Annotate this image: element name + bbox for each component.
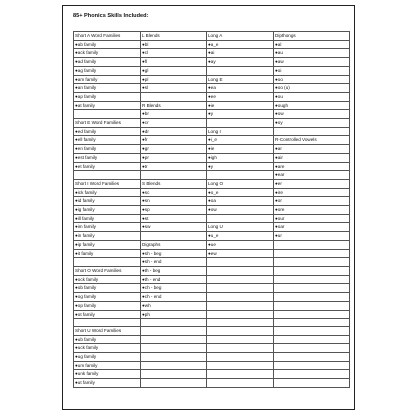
table-row	[74, 110, 350, 119]
table-cell: ●ee	[207, 92, 274, 101]
table-cell: ●ie	[207, 101, 274, 110]
table-cell: ●bl	[141, 40, 207, 49]
table-cell	[207, 171, 274, 180]
table-cell: ●oar	[274, 223, 350, 232]
table-row	[74, 353, 350, 362]
table-row	[74, 293, 350, 302]
table-cell	[274, 249, 350, 258]
table-cell: ●or	[274, 197, 350, 206]
table-cell	[141, 319, 207, 327]
table-cell: ●th - end	[141, 275, 207, 284]
page-title: 85+ Phonics Skills Included:	[73, 13, 149, 19]
table-cell: R-Controlled Vowels	[274, 136, 350, 145]
table-cell	[207, 275, 274, 284]
table-cell: ●ut family	[74, 379, 141, 388]
table-cell	[274, 266, 350, 275]
table-cell	[207, 119, 274, 128]
table-cell: ●ap family	[74, 92, 141, 101]
table-cell: ●oa	[207, 197, 274, 206]
table-cell: ●op family	[74, 301, 141, 310]
table-cell: ●er	[274, 179, 350, 188]
table-cell: ●en family	[74, 145, 141, 154]
table-cell: ●au	[274, 49, 350, 58]
table-cell: ●pl	[141, 75, 207, 84]
table-cell: Long I	[207, 127, 274, 136]
table-cell: Short E Word Families	[74, 119, 141, 128]
phonics-skills-table	[73, 31, 350, 388]
table-cell: ●cl	[141, 49, 207, 58]
table-cell	[274, 326, 350, 335]
table-cell: ●sn	[141, 197, 207, 206]
table-cell: Long E	[207, 75, 274, 84]
table-cell	[207, 301, 274, 310]
table-cell: Short A Word Families	[74, 32, 141, 41]
table-cell: ●ch - end	[141, 293, 207, 302]
table-cell: ●o_e	[207, 188, 274, 197]
table-cell: ●tr	[141, 162, 207, 171]
table-cell	[274, 258, 350, 267]
table-cell	[74, 319, 141, 327]
table-cell: ●ai	[207, 49, 274, 58]
table-cell: ●im family	[74, 223, 141, 232]
table-cell	[207, 266, 274, 275]
table-cell	[141, 353, 207, 362]
table-cell: ●ot family	[74, 310, 141, 319]
table-cell: Digraphs	[141, 240, 207, 249]
table-cell	[274, 361, 350, 370]
table-row	[74, 240, 350, 249]
table-cell	[141, 326, 207, 335]
table-cell: ●pr	[141, 153, 207, 162]
table-cell	[274, 370, 350, 379]
table-row	[74, 32, 350, 41]
table-cell	[274, 127, 350, 136]
table-row	[74, 266, 350, 275]
table-cell: ●al	[274, 40, 350, 49]
table-row	[74, 84, 350, 93]
table-cell: ●um family	[74, 361, 141, 370]
table-cell	[207, 344, 274, 353]
table-cell: ●oo (u)	[274, 84, 350, 93]
table-cell: ●sh - end	[141, 258, 207, 267]
table-cell: ●wh	[141, 301, 207, 310]
table-cell: ●oo	[274, 75, 350, 84]
table-cell	[207, 214, 274, 223]
table-row	[74, 335, 350, 344]
table-cell	[207, 361, 274, 370]
table-cell: ●air	[274, 153, 350, 162]
table-cell: Long A	[207, 32, 274, 41]
table-cell: ●ell family	[74, 136, 141, 145]
table-row	[74, 171, 350, 180]
table-cell: ●am family	[74, 75, 141, 84]
table-row	[74, 223, 350, 232]
table-cell	[207, 326, 274, 335]
table-cell: ●gr	[141, 145, 207, 154]
table-cell: ●ea	[207, 84, 274, 93]
table-row	[74, 326, 350, 335]
table-cell: ●ob family	[74, 284, 141, 293]
worksheet-page	[62, 5, 355, 410]
table-cell: Dipthongs	[274, 32, 350, 41]
table-cell: ●sw	[141, 223, 207, 232]
table-row	[74, 301, 350, 310]
table-cell: ●ire	[274, 188, 350, 197]
table-cell: ●sl	[141, 84, 207, 93]
table-cell: ●ough	[274, 101, 350, 110]
table-cell	[207, 284, 274, 293]
table-cell: ●sp	[141, 206, 207, 215]
table-row	[74, 319, 350, 327]
table-cell	[141, 92, 207, 101]
table-cell: ●dr	[141, 127, 207, 136]
table-cell: Short U Word Families	[74, 326, 141, 335]
table-cell: ●sc	[141, 188, 207, 197]
table-cell: ●ow	[207, 206, 274, 215]
table-cell: ●fr	[141, 136, 207, 145]
table-row	[74, 136, 350, 145]
table-cell: ●fl	[141, 58, 207, 67]
table-cell: ●est family	[74, 153, 141, 162]
table-cell: L Blends	[141, 32, 207, 41]
table-row	[74, 153, 350, 162]
table-cell: Long O	[207, 179, 274, 188]
table-cell: ●ch - beg	[141, 284, 207, 293]
table-cell	[141, 344, 207, 353]
table-row	[74, 258, 350, 267]
table-row	[74, 49, 350, 58]
table-cell: ●et family	[74, 162, 141, 171]
table-cell: ●ew	[207, 249, 274, 258]
table-cell: ●ow	[274, 110, 350, 119]
table-row	[74, 40, 350, 49]
table-row	[74, 284, 350, 293]
table-cell	[274, 284, 350, 293]
table-cell: ●a_e	[207, 40, 274, 49]
table-cell	[207, 66, 274, 75]
table-cell	[274, 335, 350, 344]
table-row	[74, 127, 350, 136]
table-cell	[274, 240, 350, 249]
table-cell: ●aw	[274, 58, 350, 67]
table-cell: ●uck family	[74, 344, 141, 353]
table-row	[74, 179, 350, 188]
table-row	[74, 206, 350, 215]
table-cell: ●ad family	[74, 58, 141, 67]
table-cell: ●ip family	[74, 240, 141, 249]
table-cell: ●ou	[274, 92, 350, 101]
table-cell	[141, 171, 207, 180]
table-cell	[207, 293, 274, 302]
table-row	[74, 119, 350, 128]
table-cell: Short O Word Families	[74, 266, 141, 275]
table-cell: ●in family	[74, 232, 141, 241]
table-row	[74, 370, 350, 379]
table-cell	[274, 301, 350, 310]
table-cell	[141, 232, 207, 241]
table-row	[74, 379, 350, 388]
table-row	[74, 310, 350, 319]
table-cell	[207, 335, 274, 344]
table-cell: ●y	[207, 162, 274, 171]
table-cell	[207, 310, 274, 319]
table-cell: ●it family	[74, 249, 141, 258]
table-row	[74, 145, 350, 154]
table-cell	[141, 335, 207, 344]
table-cell: ●ur	[274, 232, 350, 241]
table-row	[74, 275, 350, 284]
table-cell: ●y	[207, 110, 274, 119]
table-cell	[207, 353, 274, 362]
table-row	[74, 162, 350, 171]
table-cell: ●unk family	[74, 370, 141, 379]
table-cell: ●ear	[274, 171, 350, 180]
table-cell: ●are	[274, 162, 350, 171]
table-cell: ●ick family	[74, 188, 141, 197]
table-cell	[274, 379, 350, 388]
table-cell: ●at family	[74, 101, 141, 110]
table-row	[74, 361, 350, 370]
table-cell: ●ph	[141, 310, 207, 319]
table-cell: ●sh - beg	[141, 249, 207, 258]
table-cell: R Blends	[141, 101, 207, 110]
table-row	[74, 197, 350, 206]
table-cell	[207, 370, 274, 379]
table-row	[74, 344, 350, 353]
table-cell: ●ed family	[74, 127, 141, 136]
table-cell	[74, 110, 141, 119]
table-row	[74, 249, 350, 258]
table-cell	[274, 275, 350, 284]
table-row	[74, 188, 350, 197]
table-cell: ●id family	[74, 197, 141, 206]
table-cell: ●br	[141, 110, 207, 119]
table-cell: ●ig family	[74, 206, 141, 215]
table-cell: Short I Word Families	[74, 179, 141, 188]
table-cell: ●ug family	[74, 353, 141, 362]
table-cell: ●oy	[274, 119, 350, 128]
table-cell: ●st	[141, 214, 207, 223]
table-row	[74, 214, 350, 223]
table-cell	[207, 319, 274, 327]
table-cell	[274, 344, 350, 353]
table-cell: ●og family	[74, 293, 141, 302]
table-cell: ●ill family	[74, 214, 141, 223]
table-cell	[274, 293, 350, 302]
table-cell	[141, 370, 207, 379]
table-row	[74, 58, 350, 67]
table-cell	[141, 379, 207, 388]
table-row	[74, 75, 350, 84]
table-cell: Long U	[207, 223, 274, 232]
table-cell	[74, 171, 141, 180]
table-cell: ●ay	[207, 58, 274, 67]
table-cell	[207, 379, 274, 388]
table-cell: ●ub family	[74, 335, 141, 344]
table-row	[74, 232, 350, 241]
table-cell: ●ack family	[74, 49, 141, 58]
table-cell	[274, 353, 350, 362]
table-cell: ●our	[274, 214, 350, 223]
table-cell: ●ag family	[74, 66, 141, 75]
table-cell	[274, 310, 350, 319]
table-cell	[74, 258, 141, 267]
table-cell: ●u_e	[207, 232, 274, 241]
table-cell: ●cr	[141, 119, 207, 128]
table-cell: ●gl	[141, 66, 207, 75]
table-cell: ●ar	[274, 145, 350, 154]
table-cell: ●i_e	[207, 136, 274, 145]
table-cell	[274, 319, 350, 327]
table-cell: ●ab family	[74, 40, 141, 49]
table-cell	[141, 361, 207, 370]
table-cell	[207, 258, 274, 267]
table-row	[74, 92, 350, 101]
table-cell: S Blends	[141, 179, 207, 188]
table-row	[74, 101, 350, 110]
table-cell: ●an family	[74, 84, 141, 93]
table-cell: ●igh	[207, 153, 274, 162]
table-cell: ●th - beg	[141, 266, 207, 275]
table-cell: ●ore	[274, 206, 350, 215]
table-cell: ●ie	[207, 145, 274, 154]
table-cell: ●ock family	[74, 275, 141, 284]
table-row	[74, 66, 350, 75]
table-cell: ●oi	[274, 66, 350, 75]
table-cell: ●ue	[207, 240, 274, 249]
